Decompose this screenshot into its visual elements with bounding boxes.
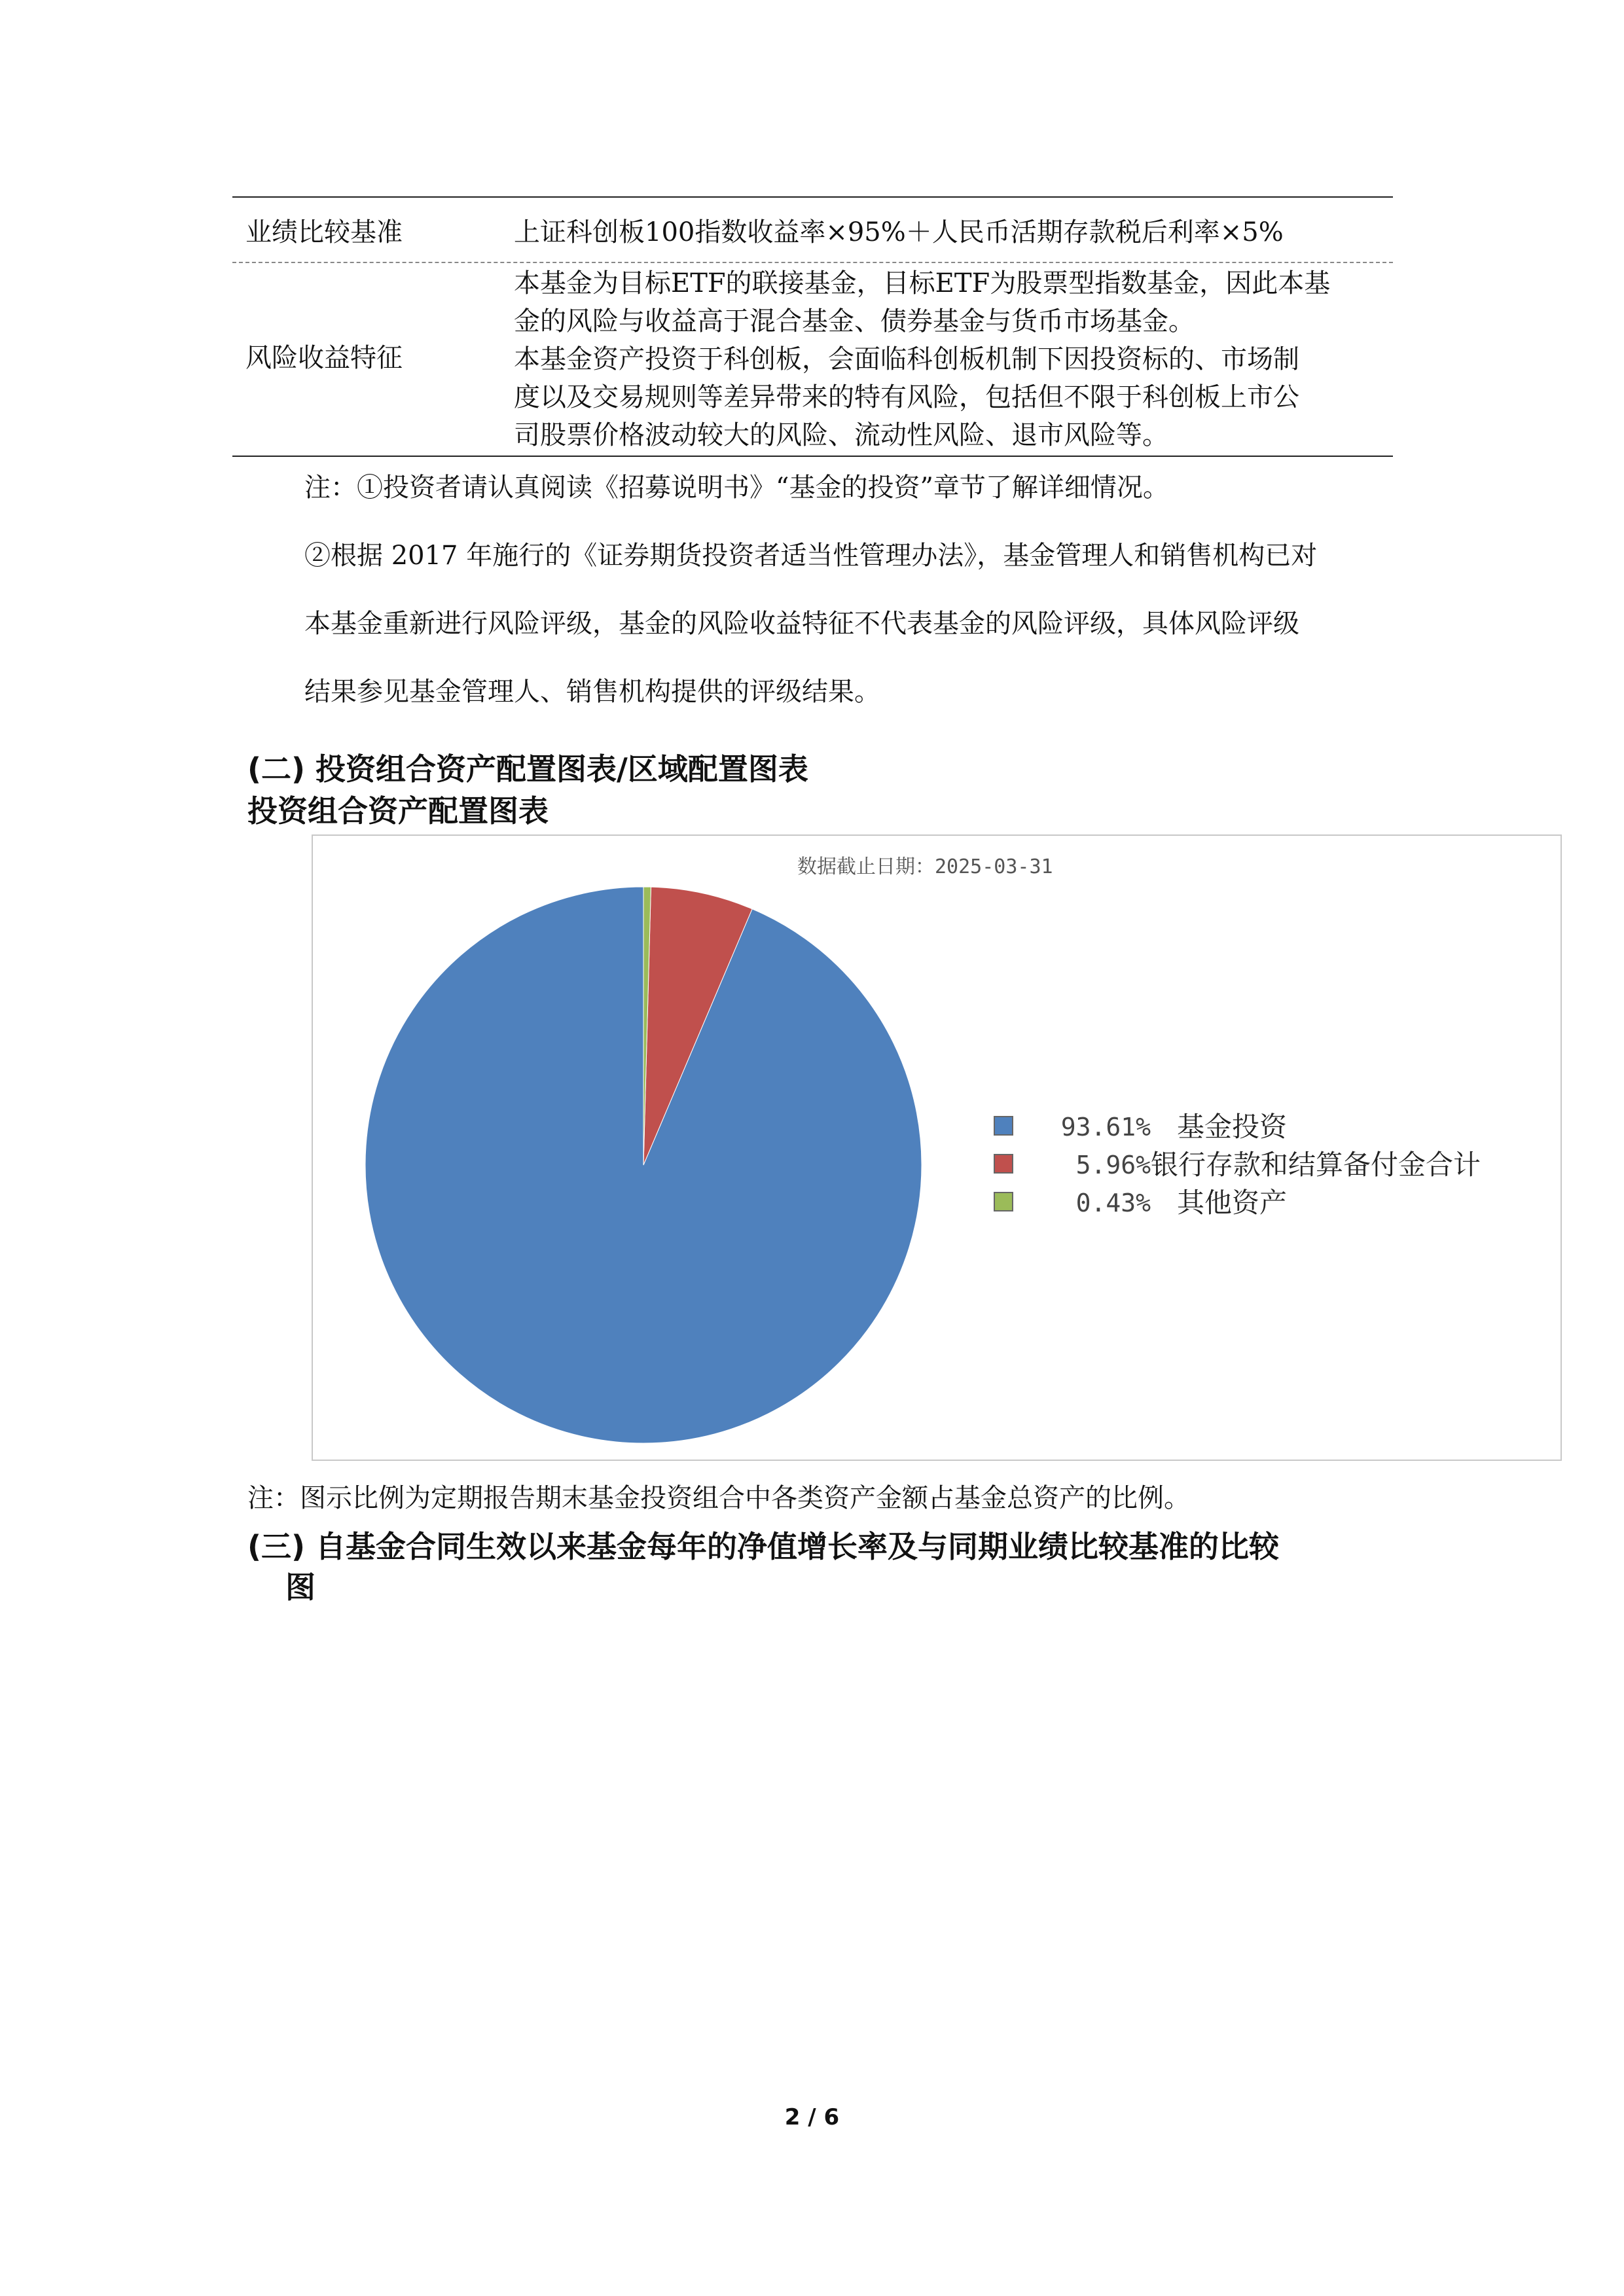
risk-return-line-3: 本基金资产投资于科创板，会面临科创板机制下因投资标的、市场制	[514, 344, 1299, 374]
legend-swatch	[994, 1154, 1013, 1174]
note-line-1: 注：①投资者请认真阅读《招募说明书》“基金的投资”章节了解详细情况。	[304, 473, 1169, 503]
section-2-title: (二) 投资组合资产配置图表/区域配置图表	[247, 751, 808, 787]
legend-percent: 93.61%	[1060, 1113, 1151, 1141]
benchmark-value: 上证科创板100指数收益率×95%＋人民币活期存款税后利率×5%	[514, 217, 1284, 247]
chart-date-label: 数据截止日期：2025-03-31	[797, 855, 1053, 878]
risk-return-label: 风险收益特征	[245, 343, 403, 373]
legend-percent: 0.43%	[1075, 1189, 1151, 1217]
page-number: 2 / 6	[784, 2104, 840, 2130]
note-line-4: 结果参见基金管理人、销售机构提供的评级结果。	[304, 677, 880, 707]
risk-return-line-2: 金的风险与收益高于混合基金、债券基金与货币市场基金。	[514, 306, 1195, 336]
legend-swatch	[994, 1192, 1013, 1211]
legend-label: 其他资产	[1177, 1187, 1288, 1219]
legend-label: 银行存款和结算备付金合计	[1151, 1149, 1481, 1181]
risk-return-line-4: 度以及交易规则等差异带来的特有风险，包括但不限于科创板上市公	[514, 382, 1299, 412]
note-line-2: ②根据 2017 年施行的《证券期货投资者适当性管理办法》，基金管理人和销售机构已对	[304, 541, 1318, 571]
note-line-3: 本基金重新进行风险评级，基金的风险收益特征不代表基金的风险评级，具体风险评级	[304, 609, 1299, 639]
asset-allocation-chart	[312, 834, 1562, 1461]
benchmark-label: 业绩比较基准	[245, 217, 403, 247]
table-bottom-rule	[232, 456, 1393, 457]
table-top-rule	[232, 196, 1393, 198]
section-3-title-line-2: 图	[285, 1570, 316, 1605]
chart-note: 注：图示比例为定期报告期末基金投资组合中各类资产金额占基金总资产的比例。	[247, 1483, 1190, 1513]
legend-label: 基金投资	[1177, 1111, 1288, 1143]
legend-swatch	[994, 1116, 1013, 1136]
table-row-divider	[232, 262, 1393, 263]
legend-percent: 5.96%	[1075, 1151, 1151, 1179]
section-2-subtitle: 投资组合资产配置图表	[247, 793, 549, 829]
risk-return-line-5: 司股票价格波动较大的风险、流动性风险、退市风险等。	[514, 420, 1168, 450]
section-3-title-line-1: (三) 自基金合同生效以来基金每年的净值增长率及与同期业绩比较基准的比较	[247, 1529, 1280, 1564]
risk-return-line-1: 本基金为目标ETF的联接基金，目标ETF为股票型指数基金，因此本基	[514, 268, 1331, 298]
